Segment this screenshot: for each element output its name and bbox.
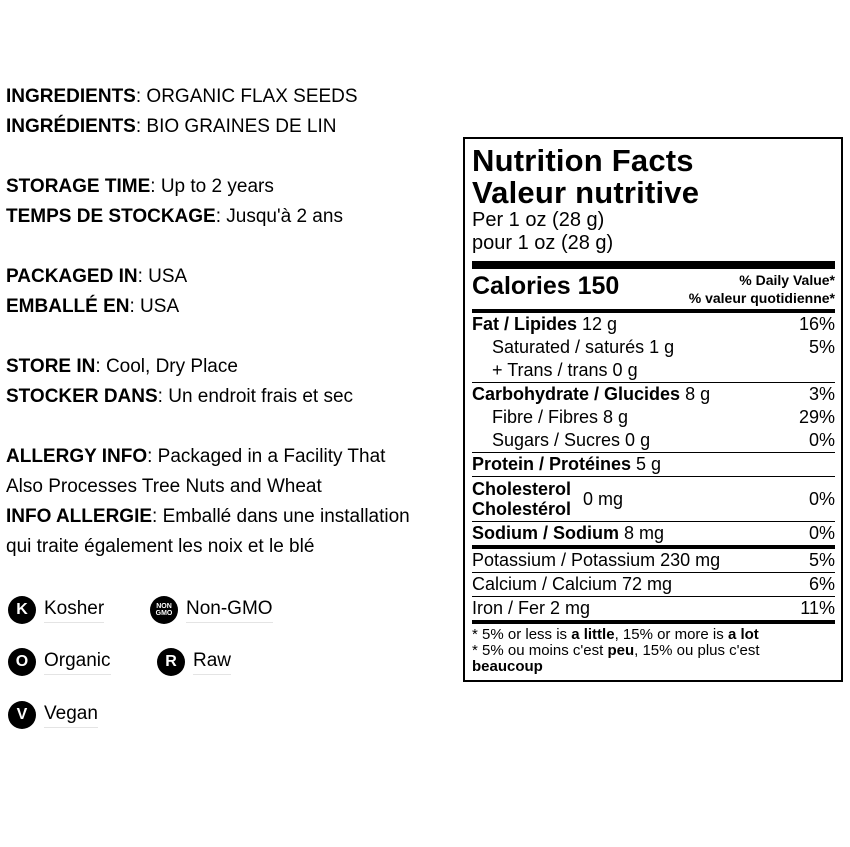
packaged-label: PACKAGED IN bbox=[6, 266, 138, 287]
fibre-label: Fibre / Fibres 8 g bbox=[492, 407, 629, 427]
carb-dv: 3% bbox=[808, 384, 835, 404]
calories-row bbox=[472, 269, 835, 307]
packaged-fr-label: EMBALLÉ EN bbox=[6, 296, 130, 317]
ingredients-label: INGREDIENTS bbox=[6, 86, 136, 107]
storage-value: : Up to 2 years bbox=[150, 176, 274, 197]
potassium-row bbox=[472, 549, 835, 572]
allergy-fr-value: : Emballé dans une installation bbox=[152, 506, 410, 527]
footnote-en bbox=[472, 627, 835, 643]
packaged-fr-value: : USA bbox=[129, 296, 180, 317]
saturated-label: Saturated / saturés 1 g bbox=[492, 337, 675, 357]
protein-amount: 5 g bbox=[631, 454, 662, 474]
packaged-value: : USA bbox=[137, 266, 188, 287]
dv-header-en: % Daily Value* bbox=[739, 272, 835, 288]
storage-fr-line bbox=[6, 202, 343, 232]
saturated-row bbox=[472, 336, 835, 359]
sodium-amount: 8 mg bbox=[619, 523, 665, 543]
ingredients-line bbox=[6, 82, 358, 112]
raw-label: Raw bbox=[193, 650, 231, 675]
footnote-fr-text: * 5% ou moins c'est bbox=[472, 642, 608, 659]
fat-dv: 16% bbox=[798, 314, 835, 334]
allergy-fr-label: INFO ALLERGIE bbox=[6, 506, 153, 527]
footnote-fr-text-2: , 15% ou plus c'est bbox=[634, 642, 760, 659]
allergy-value: : Packaged in a Facility That bbox=[147, 446, 386, 467]
sugars-row bbox=[472, 429, 835, 452]
carbohydrate-row bbox=[472, 383, 835, 406]
ingredients-fr-line bbox=[6, 112, 336, 142]
footnote-en-text: * 5% or less is bbox=[472, 626, 572, 643]
cholesterol-fr: Cholestérol bbox=[472, 499, 572, 519]
nongmo-badge bbox=[150, 596, 273, 624]
calcium-dv: 6% bbox=[808, 574, 835, 594]
kosher-badge bbox=[8, 596, 104, 624]
storage-fr-value: : Jusqu'à 2 ans bbox=[215, 206, 343, 227]
nutrition-title-fr: Valeur nutritive bbox=[472, 175, 700, 210]
footnote-en-little: a little bbox=[571, 626, 615, 643]
fat-amount: 12 g bbox=[577, 314, 618, 334]
nutrition-facts-panel bbox=[463, 137, 843, 682]
fat-row bbox=[472, 313, 835, 336]
calcium-row bbox=[472, 573, 835, 596]
serving-size-en: Per 1 oz (28 g) bbox=[472, 209, 605, 231]
cholesterol-dv: 0% bbox=[808, 488, 835, 509]
store-line bbox=[6, 352, 238, 382]
protein-row bbox=[472, 453, 835, 476]
potassium-label: Potassium / Potassium 230 mg bbox=[472, 550, 721, 570]
sodium-dv: 0% bbox=[808, 523, 835, 543]
store-value: : Cool, Dry Place bbox=[95, 356, 238, 377]
divider-thick bbox=[472, 261, 835, 269]
packaged-fr-line bbox=[6, 292, 179, 322]
ingredients-fr-label: INGRÉDIENTS bbox=[6, 116, 136, 137]
sodium-row bbox=[472, 522, 835, 545]
iron-row bbox=[472, 597, 835, 620]
kosher-label: Kosher bbox=[44, 598, 104, 623]
dv-header-fr: % valeur quotidienne* bbox=[688, 290, 835, 306]
allergy-fr-line bbox=[6, 502, 410, 532]
iron-label: Iron / Fer 2 mg bbox=[472, 598, 591, 618]
carb-label: Carbohydrate / Glucides bbox=[472, 384, 681, 404]
cholesterol-label bbox=[472, 479, 571, 519]
store-fr-line bbox=[6, 382, 353, 412]
allergy-line-2: Also Processes Tree Nuts and Wheat bbox=[6, 476, 322, 497]
organic-badge bbox=[8, 648, 111, 676]
cholesterol-amount: 0 mg bbox=[583, 488, 624, 509]
protein-label: Protein / Protéines bbox=[472, 454, 632, 474]
storage-fr-label: TEMPS DE STOCKAGE bbox=[6, 206, 216, 227]
serving-size-fr: pour 1 oz (28 g) bbox=[472, 232, 614, 254]
organic-icon: O bbox=[8, 648, 36, 676]
iron-dv: 11% bbox=[800, 598, 835, 618]
vegan-icon: V bbox=[8, 701, 36, 729]
raw-icon: R bbox=[157, 648, 185, 676]
footnote-fr bbox=[472, 643, 835, 659]
organic-label: Organic bbox=[44, 650, 111, 675]
trans-label: + Trans / trans 0 g bbox=[492, 360, 638, 380]
calcium-label: Calcium / Calcium 72 mg bbox=[472, 574, 673, 594]
potassium-dv: 5% bbox=[808, 550, 835, 570]
footnote-fr-peu: peu bbox=[607, 642, 635, 659]
ingredients-fr-value: : BIO GRAINES DE LIN bbox=[135, 116, 337, 137]
daily-value-header bbox=[689, 271, 835, 307]
storage-label: STORAGE TIME bbox=[6, 176, 151, 197]
nutrition-title-en: Nutrition Facts bbox=[472, 143, 694, 178]
fat-label: Fat / Lipides bbox=[472, 314, 578, 334]
sugars-dv: 0% bbox=[808, 430, 835, 450]
footnote-en-lot: a lot bbox=[727, 626, 759, 643]
vegan-badge bbox=[8, 701, 98, 729]
storage-line bbox=[6, 172, 274, 202]
footnote-fr-beaucoup: beaucoup bbox=[472, 658, 543, 675]
vegan-label: Vegan bbox=[44, 703, 98, 728]
footnote-en-text-2: , 15% or more is bbox=[614, 626, 728, 643]
allergy-fr-line-2: qui traite également les noix et le blé bbox=[6, 536, 315, 557]
sodium-label: Sodium / Sodium bbox=[472, 523, 619, 543]
trans-row bbox=[472, 359, 835, 382]
store-label: STORE IN bbox=[6, 356, 96, 377]
packaged-line bbox=[6, 262, 187, 292]
fibre-dv: 29% bbox=[798, 407, 835, 427]
calories-label: Calories 150 bbox=[472, 272, 620, 300]
store-fr-label: STOCKER DANS bbox=[6, 386, 158, 407]
allergy-label: ALLERGY INFO bbox=[6, 446, 148, 467]
saturated-dv: 5% bbox=[808, 337, 835, 357]
sugars-label: Sugars / Sucres 0 g bbox=[492, 430, 651, 450]
fibre-row bbox=[472, 406, 835, 429]
cholesterol-en: Cholesterol bbox=[472, 479, 572, 499]
carb-amount: 8 g bbox=[680, 384, 711, 404]
allergy-line bbox=[6, 442, 385, 472]
ingredients-value: : ORGANIC FLAX SEEDS bbox=[135, 86, 358, 107]
non-gmo-icon: NON GMO bbox=[150, 596, 178, 624]
kosher-icon: K bbox=[8, 596, 36, 624]
raw-badge bbox=[157, 648, 231, 676]
cholesterol-row bbox=[472, 477, 835, 521]
store-fr-value: : Un endroit frais et sec bbox=[157, 386, 354, 407]
footnote bbox=[472, 624, 835, 675]
nongmo-label: Non-GMO bbox=[186, 598, 273, 623]
